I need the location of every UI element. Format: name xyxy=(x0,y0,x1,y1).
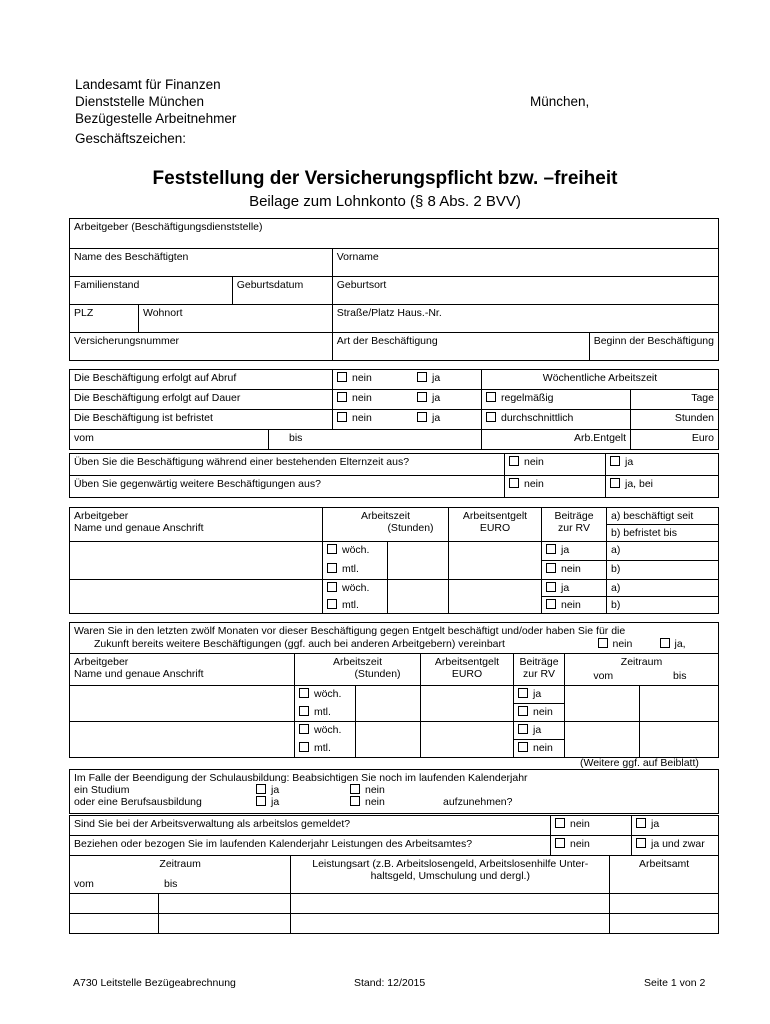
checkbox-icon[interactable] xyxy=(636,838,646,848)
past-job-1-rv-no[interactable]: nein xyxy=(514,704,565,722)
past-job-2-from[interactable] xyxy=(565,722,640,758)
checkbox-icon[interactable] xyxy=(327,599,337,609)
current-pay-header: Arbeitsentgelt EURO xyxy=(449,508,542,542)
zip-field[interactable]: PLZ xyxy=(70,305,139,333)
past-job-1-rv-yes[interactable]: ja xyxy=(514,686,565,704)
current-job-1-weekly[interactable]: wöch. xyxy=(323,542,388,561)
benefits-yes[interactable]: ja und zwar xyxy=(632,836,719,856)
job-type-field[interactable]: Art der Beschäftigung xyxy=(332,333,589,361)
on-call-no[interactable]: nein xyxy=(333,370,414,390)
insurance-number-field[interactable]: Versicherungsnummer xyxy=(70,333,333,361)
office-line-1: Landesamt für Finanzen xyxy=(75,77,221,92)
past-job-2-rv-no[interactable]: nein xyxy=(514,740,565,758)
checkbox-icon[interactable] xyxy=(598,638,608,648)
permanent-label: Die Beschäftigung erfolgt auf Dauer xyxy=(70,390,333,410)
employer-field[interactable]: Arbeitgeber (Beschäftigungsdienststelle) xyxy=(70,219,719,249)
current-employer-header: Arbeitgeber Name und genaue Anschrift xyxy=(70,508,323,542)
checkbox-icon[interactable] xyxy=(337,412,347,422)
checkbox-icon[interactable] xyxy=(327,544,337,554)
office-header: Arbeitsamt xyxy=(610,856,719,894)
past-job-1-to[interactable] xyxy=(640,686,719,722)
past-job-2-monthly[interactable]: mtl. xyxy=(295,740,356,758)
past-job-1-pay[interactable] xyxy=(421,686,514,722)
office-line-2: Dienststelle München xyxy=(75,94,205,109)
current-jobs-table xyxy=(69,507,719,614)
checkbox-icon[interactable] xyxy=(546,563,556,573)
pay-label: Arb.Entgelt xyxy=(482,430,631,450)
current-job-2-hours[interactable] xyxy=(388,580,449,614)
employment-table xyxy=(69,369,719,450)
past-job-1-weekly[interactable]: wöch. xyxy=(295,686,356,704)
past-job-2-address[interactable] xyxy=(70,722,295,758)
checkbox-icon[interactable] xyxy=(546,599,556,609)
current-job-2-rv-yes[interactable]: ja xyxy=(542,580,607,597)
footer-form: A730 Leitstelle Bezügeabrechnung xyxy=(73,977,236,989)
street-field[interactable]: Straße/Platz Haus.-Nr. xyxy=(332,305,718,333)
current-contrib-header: Beiträge zur RV xyxy=(542,508,607,542)
current-job-2-rv-no[interactable]: nein xyxy=(542,597,607,614)
benefit-1-to[interactable] xyxy=(159,894,291,914)
past-job-1-hours[interactable] xyxy=(356,686,421,722)
average-option[interactable]: durchschnittlich xyxy=(482,410,631,430)
current-job-1-since[interactable]: a) xyxy=(607,542,719,561)
past-jobs-no[interactable]: nein xyxy=(598,638,633,651)
parental-question: Üben Sie die Beschäftigung während einer bestehenden Elternzeit aus? xyxy=(70,454,505,476)
footer-page: Seite 1 von 2 xyxy=(644,977,706,989)
current-job-1-monthly[interactable]: mtl. xyxy=(323,561,388,580)
checkbox-icon[interactable] xyxy=(417,372,427,382)
school-table xyxy=(69,769,719,814)
benefit-1-from[interactable] xyxy=(70,894,159,914)
checkbox-icon[interactable] xyxy=(350,784,360,794)
past-jobs-table xyxy=(69,622,719,758)
limited-label: Die Beschäftigung ist befristet xyxy=(70,410,333,430)
checkbox-icon[interactable] xyxy=(299,688,309,698)
current-job-1-rv-no[interactable]: nein xyxy=(542,561,607,580)
limited-no[interactable]: nein xyxy=(333,410,414,430)
other-jobs-yes[interactable]: ja, bei xyxy=(606,476,719,498)
checkbox-icon[interactable] xyxy=(486,392,496,402)
checkbox-icon[interactable] xyxy=(337,392,347,402)
permanent-no[interactable]: nein xyxy=(333,390,414,410)
residence-field[interactable]: Wohnort xyxy=(139,305,333,333)
checkbox-icon[interactable] xyxy=(299,724,309,734)
page-title: Feststellung der Versicherungspflicht bzw. –freiheit xyxy=(152,168,618,189)
current-job-2-monthly[interactable]: mtl. xyxy=(323,597,388,614)
past-contrib-header: Beiträge zur RV xyxy=(514,654,565,686)
checkbox-icon[interactable] xyxy=(660,638,670,648)
checkbox-icon[interactable] xyxy=(555,838,565,848)
study-yes[interactable]: ja xyxy=(256,784,279,796)
reference-label: Geschäftszeichen: xyxy=(75,131,187,146)
city-label: München, xyxy=(530,94,590,109)
benefit-2-office[interactable] xyxy=(610,914,719,934)
take-up-label: aufzunehmen? xyxy=(443,796,513,808)
current-job-1-address[interactable] xyxy=(70,542,323,580)
current-job-2-until[interactable]: b) xyxy=(607,597,719,614)
current-dates-header: a) beschäftigt seit b) befristet bis xyxy=(607,508,719,542)
current-job-1-rv-yes[interactable]: ja xyxy=(542,542,607,561)
checkbox-icon[interactable] xyxy=(518,742,528,752)
benefit-type-header: Leistungsart (z.B. Arbeitslosengeld, Arbeitslosenhilfe Unter- haltsgeld, Umschulung und dergl.) xyxy=(291,856,610,894)
checkbox-icon[interactable] xyxy=(636,818,646,828)
checkbox-icon[interactable] xyxy=(546,582,556,592)
current-job-2-weekly[interactable]: wöch. xyxy=(323,580,388,597)
checkbox-icon[interactable] xyxy=(417,392,427,402)
benefit-2-from[interactable] xyxy=(70,914,159,934)
from-field[interactable]: vom xyxy=(70,430,269,450)
more-sheet-note: (Weitere ggf. auf Beiblatt) xyxy=(580,757,699,769)
name-field[interactable]: Name des Beschäftigten xyxy=(70,249,333,277)
euro-field[interactable]: Euro xyxy=(631,430,719,450)
benefits-table xyxy=(69,855,719,934)
training-yes[interactable]: ja xyxy=(256,796,279,808)
current-job-2-address[interactable] xyxy=(70,580,323,614)
checkbox-icon[interactable] xyxy=(327,563,337,573)
hours-field[interactable]: Stunden xyxy=(631,410,719,430)
parental-no[interactable]: nein xyxy=(505,454,606,476)
checkbox-icon[interactable] xyxy=(486,412,496,422)
benefits-no[interactable]: nein xyxy=(551,836,632,856)
benefit-1-type[interactable] xyxy=(291,894,610,914)
footer-version: Stand: 12/2015 xyxy=(354,977,426,989)
training-no[interactable]: nein xyxy=(350,796,385,808)
past-employer-header: Arbeitgeber Name und genaue Anschrift xyxy=(70,654,295,686)
days-field[interactable]: Tage xyxy=(631,390,719,410)
first-name-field[interactable]: Vorname xyxy=(332,249,718,277)
current-job-1-pay[interactable] xyxy=(449,542,542,580)
job-start-field[interactable]: Beginn der Beschäftigung xyxy=(589,333,718,361)
past-job-2-to[interactable] xyxy=(640,722,719,758)
past-job-1-monthly[interactable]: mtl. xyxy=(295,704,356,722)
checkbox-icon[interactable] xyxy=(610,456,620,466)
current-time-header: Arbeitszeit (Stunden) xyxy=(323,508,449,542)
past-job-2-hours[interactable] xyxy=(356,722,421,758)
other-jobs-no[interactable]: nein xyxy=(505,476,606,498)
checkbox-icon[interactable] xyxy=(518,706,528,716)
office-address xyxy=(75,76,236,127)
past-job-2-weekly[interactable]: wöch. xyxy=(295,722,356,740)
permanent-yes[interactable]: ja xyxy=(413,390,482,410)
study-no[interactable]: nein xyxy=(350,784,385,796)
benefit-1-office[interactable] xyxy=(610,894,719,914)
checkbox-icon[interactable] xyxy=(417,412,427,422)
other-jobs-question: Üben Sie gegenwärtig weitere Beschäftigungen aus? xyxy=(70,476,505,498)
school-question: Im Falle der Beendigung der Schulausbildung: Beabsichtigen Sie noch im laufenden Kalenderjahr ein Studium oder eine Berufsausbildung ja nein ja nein aufzunehmen? xyxy=(70,770,719,814)
past-jobs-question: Waren Sie in den letzten zwölf Monaten vor dieser Beschäftigung gegen Entgelt beschäftigt und/oder haben Sie für die Zukunft bereits weitere Beschäftigungen (ggf. auch bei anderen Arbeitgebern) vereinbart nein ja, xyxy=(70,623,719,654)
checkbox-icon[interactable] xyxy=(256,784,266,794)
to-field[interactable]: bis xyxy=(269,430,482,450)
checkbox-icon[interactable] xyxy=(337,372,347,382)
current-job-2-since[interactable]: a) xyxy=(607,580,719,597)
checkbox-icon[interactable] xyxy=(350,796,360,806)
checkbox-icon[interactable] xyxy=(555,818,565,828)
checkbox-icon[interactable] xyxy=(610,478,620,488)
checkbox-icon[interactable] xyxy=(518,724,528,734)
past-jobs-yes[interactable]: ja, xyxy=(660,638,686,651)
checkbox-icon[interactable] xyxy=(327,582,337,592)
on-call-yes[interactable]: ja xyxy=(413,370,482,390)
benefits-period-header: Zeitraum vom bis xyxy=(70,856,291,894)
past-job-2-rv-yes[interactable]: ja xyxy=(514,722,565,740)
registered-yes[interactable]: ja xyxy=(632,816,719,836)
current-job-1-hours[interactable] xyxy=(388,542,449,580)
birthdate-field[interactable]: Geburtsdatum xyxy=(232,277,332,305)
limited-yes[interactable]: ja xyxy=(413,410,482,430)
checkbox-icon[interactable] xyxy=(509,456,519,466)
parental-yes[interactable]: ja xyxy=(606,454,719,476)
past-job-1-from[interactable] xyxy=(565,686,640,722)
past-period-header: Zeitraum vom bis xyxy=(565,654,719,686)
personal-data-table xyxy=(69,218,719,361)
checkbox-icon[interactable] xyxy=(299,706,309,716)
weekly-hours-label: Wöchentliche Arbeitszeit xyxy=(482,370,719,390)
benefit-2-type[interactable] xyxy=(291,914,610,934)
benefit-2-to[interactable] xyxy=(159,914,291,934)
benefits-question: Beziehen oder bezogen Sie im laufenden Kalenderjahr Leistungen des Arbeitsamtes? xyxy=(70,836,551,856)
current-job-1-until[interactable]: b) xyxy=(607,561,719,580)
past-pay-header: Arbeitsentgelt EURO xyxy=(421,654,514,686)
past-job-1-address[interactable] xyxy=(70,686,295,722)
unemployment-table xyxy=(69,815,719,856)
registered-no[interactable]: nein xyxy=(551,816,632,836)
page-subtitle: Beilage zum Lohnkonto (§ 8 Abs. 2 BVV) xyxy=(249,193,521,210)
registered-question: Sind Sie bei der Arbeitsverwaltung als arbeitslos gemeldet? xyxy=(70,816,551,836)
on-call-label: Die Beschäftigung erfolgt auf Abruf xyxy=(70,370,333,390)
checkbox-icon[interactable] xyxy=(518,688,528,698)
current-job-2-pay[interactable] xyxy=(449,580,542,614)
marital-field[interactable]: Familienstand xyxy=(70,277,233,305)
birthplace-field[interactable]: Geburtsort xyxy=(332,277,718,305)
regular-option[interactable]: regelmäßig xyxy=(482,390,631,410)
past-time-header: Arbeitszeit (Stunden) xyxy=(295,654,421,686)
checkbox-icon[interactable] xyxy=(546,544,556,554)
checkbox-icon[interactable] xyxy=(299,742,309,752)
checkbox-icon[interactable] xyxy=(256,796,266,806)
employment-questions-table xyxy=(69,453,719,498)
office-line-3: Bezügestelle Arbeitnehmer xyxy=(75,111,237,126)
past-job-2-pay[interactable] xyxy=(421,722,514,758)
checkbox-icon[interactable] xyxy=(509,478,519,488)
